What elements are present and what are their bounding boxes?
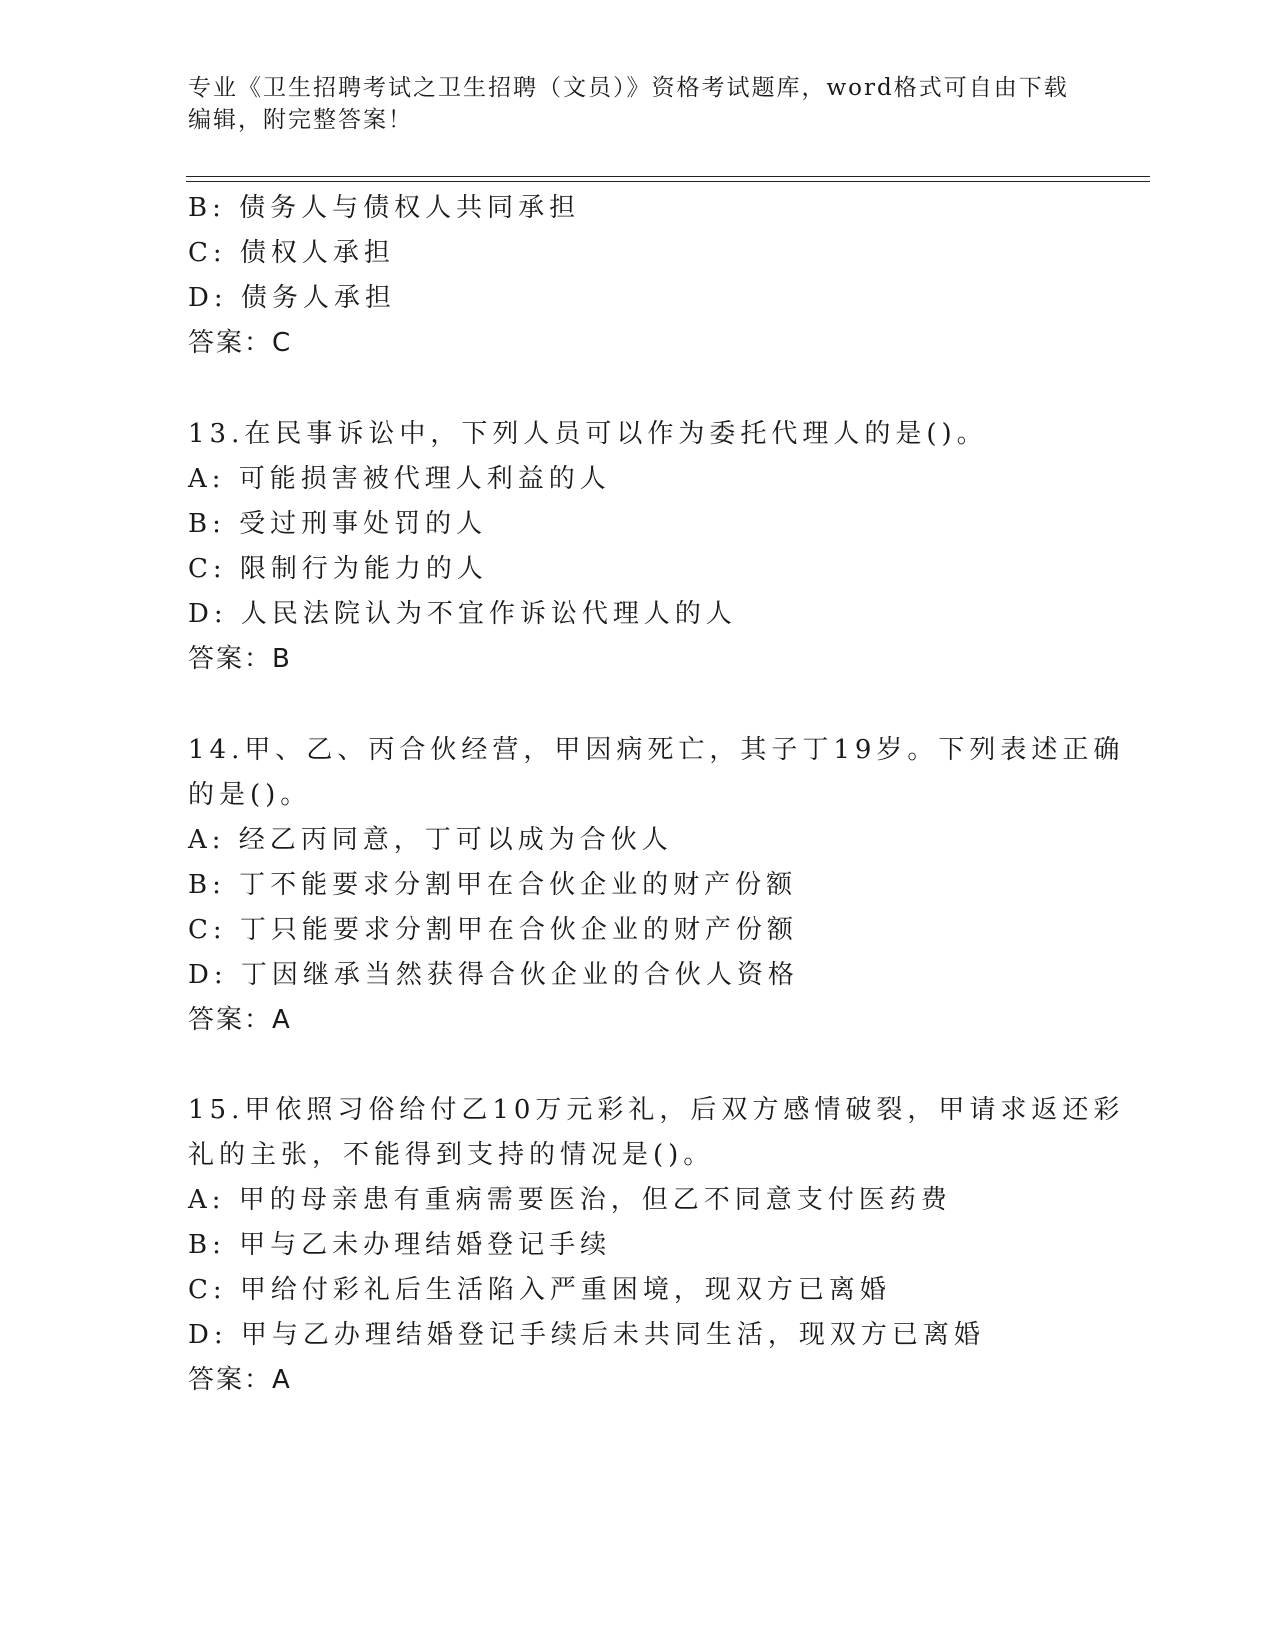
answer-line: 答案：A xyxy=(188,1005,292,1035)
option-c: C: 限制行为能力的人 xyxy=(188,554,488,584)
question-15-stem-cont: 礼的主张，不能得到支持的情况是()。 xyxy=(188,1140,715,1170)
question-15-stem: 15.甲依照习俗给付乙10万元彩礼，后双方感情破裂，甲请求返还彩 xyxy=(188,1095,1125,1125)
option-d: D: 人民法院认为不宜作诉讼代理人的人 xyxy=(188,599,737,629)
answer-line: 答案：B xyxy=(188,644,292,674)
option-b: B: 甲与乙未办理结婚登记手续 xyxy=(188,1230,612,1260)
option-d: D: 甲与乙办理结婚登记手续后未共同生活，现双方已离婚 xyxy=(188,1320,985,1350)
question-14-stem-cont: 的是()。 xyxy=(188,780,312,810)
option-b: B: 债务人与债权人共同承担 xyxy=(188,193,581,223)
option-a: A: 经乙丙同意，丁可以成为合伙人 xyxy=(188,825,673,855)
option-a: A: 甲的母亲患有重病需要医治，但乙不同意支付医药费 xyxy=(188,1185,952,1215)
option-b: B: 受过刑事处罚的人 xyxy=(188,509,488,539)
document-header: 专业《卫生招聘考试之卫生招聘（文员）》资格考试题库，word格式可自由下载编辑，附完整答案！ xyxy=(188,75,1069,133)
answer-line: 答案：A xyxy=(188,1365,292,1395)
question-14-stem: 14.甲、乙、丙合伙经营，甲因病死亡，其子丁19岁。下列表述正确 xyxy=(188,735,1125,765)
option-c: C: 债权人承担 xyxy=(188,238,395,268)
option-d: D: 丁因继承当然获得合伙企业的合伙人资格 xyxy=(188,960,799,990)
option-c: C: 甲给付彩礼后生活陷入严重困境，现双方已离婚 xyxy=(188,1275,891,1305)
option-b: B: 丁不能要求分割甲在合伙企业的财产份额 xyxy=(188,870,798,900)
option-d: D: 债务人承担 xyxy=(188,283,396,313)
header-rule-top xyxy=(186,176,1150,177)
question-13-stem: 13.在民事诉讼中，下列人员可以作为委托代理人的是()。 xyxy=(188,419,988,449)
option-a: A: 可能损害被代理人利益的人 xyxy=(188,464,611,494)
option-c: C: 丁只能要求分割甲在合伙企业的财产份额 xyxy=(188,915,798,945)
answer-line: 答案：C xyxy=(188,328,293,358)
header-rule-bottom xyxy=(186,181,1150,182)
